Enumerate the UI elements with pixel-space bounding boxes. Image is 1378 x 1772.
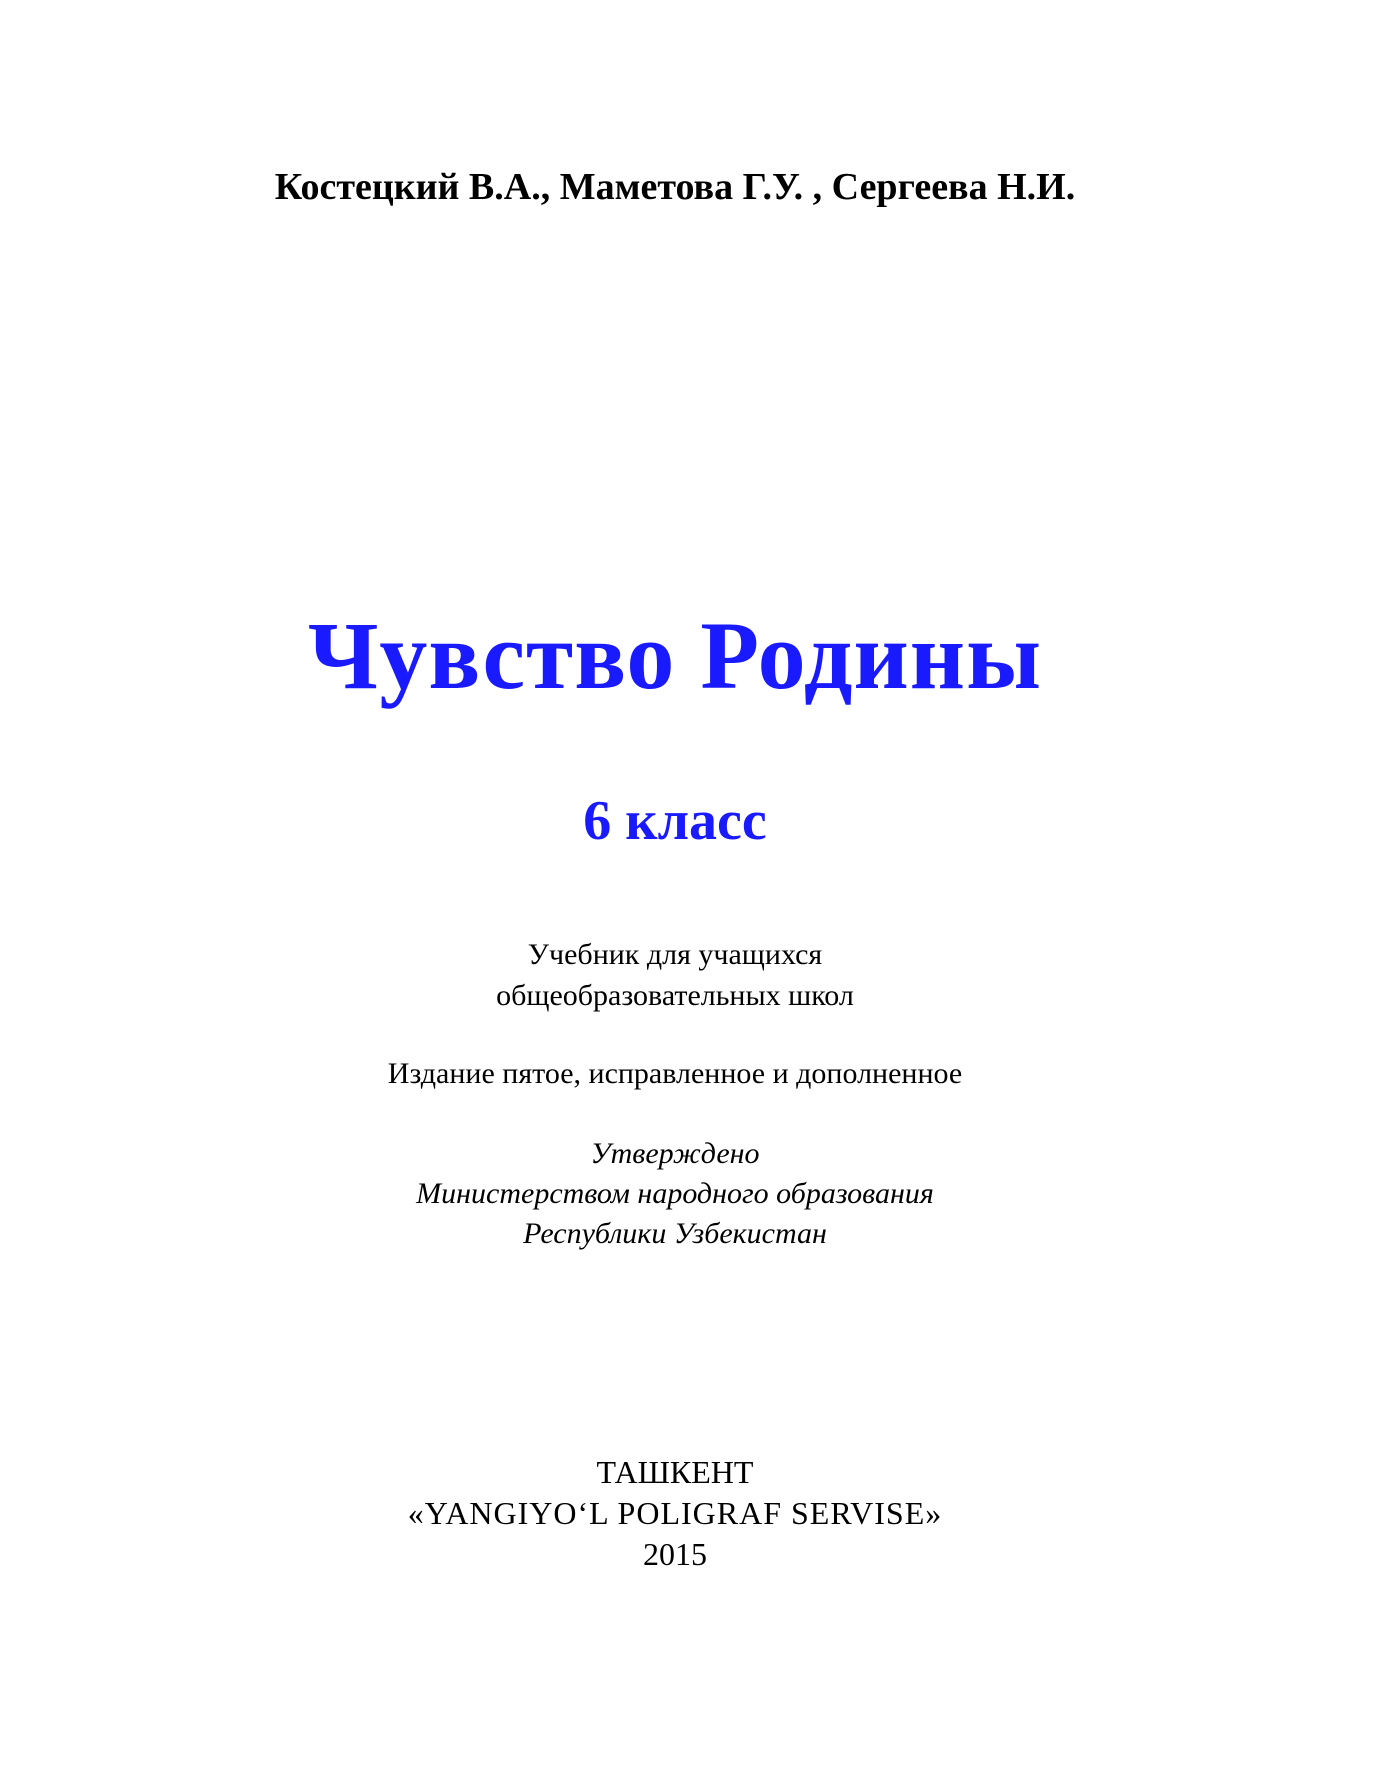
authors-line: Костецкий В.А., Маметова Г.У. , Сергеева Н.И. [274, 166, 1076, 208]
edition-note: Издание пятое, исправленное и дополненное [387, 1057, 963, 1090]
imprint-city: ТАШКЕНТ [596, 1454, 754, 1490]
approval-line-2: Министерством народного образования [416, 1177, 934, 1210]
book-title: Чувство Родины [307, 602, 1043, 709]
description-line-1: Учебник для учащихся [527, 938, 823, 971]
approval-line-1: Утверждено [590, 1137, 760, 1170]
imprint-year: 2015 [643, 1536, 707, 1572]
description-line-2: общеобразовательных школ [496, 979, 854, 1012]
imprint-publisher: «YANGIYO‘L POLIGRAF SERVISE» [407, 1495, 943, 1531]
grade-label: 6 класс [583, 790, 767, 852]
approval-line-3: Республики Узбекистан [523, 1217, 827, 1250]
